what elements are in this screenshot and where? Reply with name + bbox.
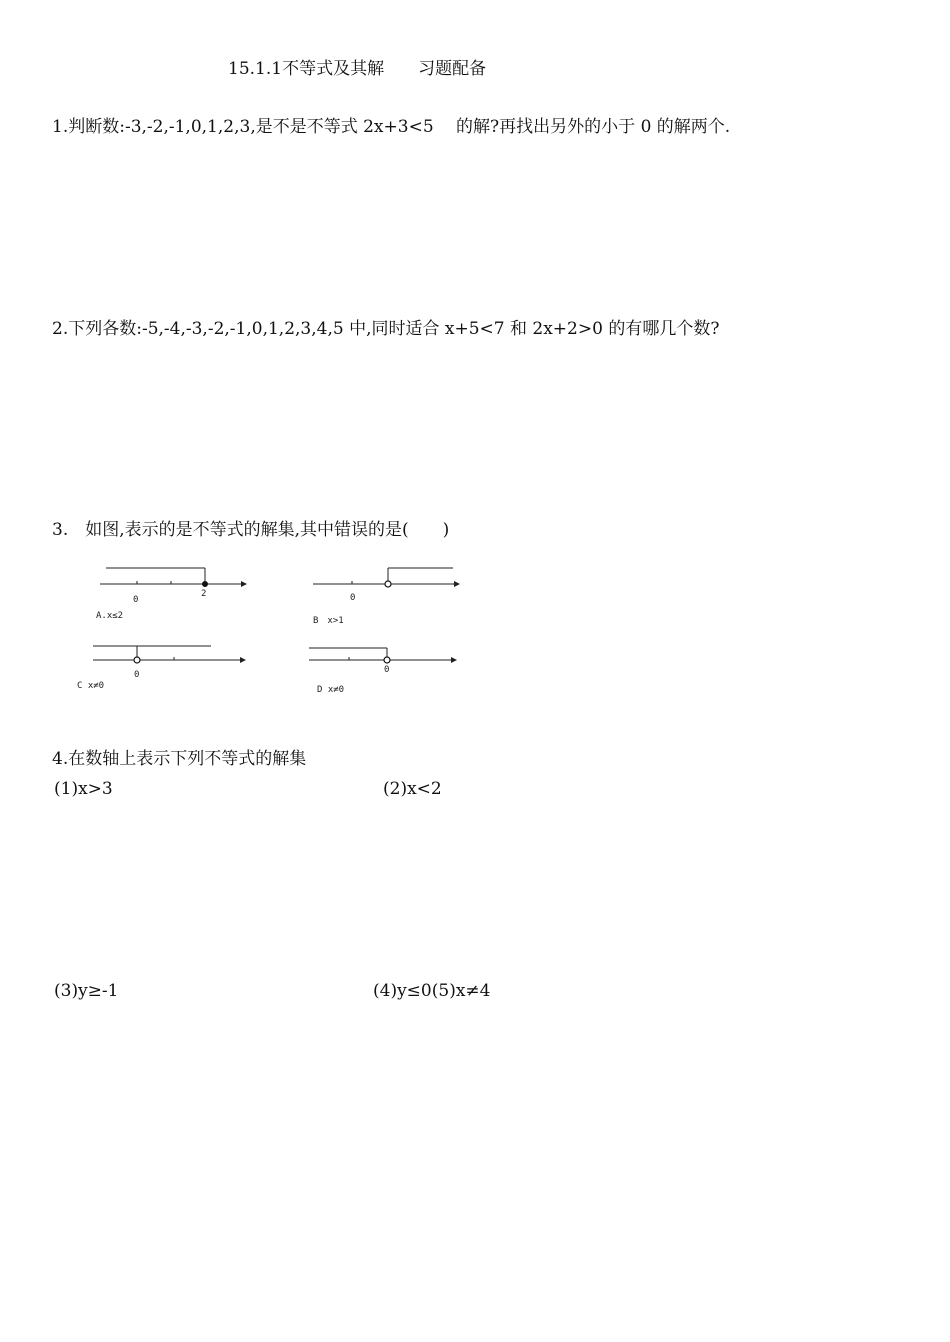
- question-4-stem: 4.在数轴上表示下列不等式的解集: [52, 749, 307, 769]
- closed-dot-a: [202, 581, 208, 587]
- tick-label-b-0: 0: [350, 593, 356, 603]
- arrow-c: [240, 657, 246, 663]
- page-title: 15.1.1不等式及其解 习题配备: [228, 59, 487, 79]
- number-line-a: [95, 564, 255, 594]
- arrow-a: [241, 581, 247, 587]
- arrow-d: [451, 657, 457, 663]
- tick-label-a-0: 0: [133, 595, 139, 605]
- question-1: 1.判断数:-3,-2,-1,0,1,2,3,是不是不等式 2x+3<5 的解?再找出另外的小于 0 的解两个.: [52, 117, 731, 137]
- caption-b: B x>1: [313, 616, 344, 626]
- tick-label-d-0: 0: [384, 665, 390, 675]
- question-4-part-3: (3)y≥-1: [54, 981, 119, 1001]
- question-4-part-4-5: (4)y≤0(5)x≠4: [373, 981, 491, 1001]
- caption-d: D x≠0: [317, 685, 345, 695]
- open-dot-d: [384, 657, 390, 663]
- open-dot-c: [134, 657, 140, 663]
- number-line-b: [308, 564, 468, 594]
- question-3: 3. 如图,表示的是不等式的解集,其中错误的是( ): [52, 520, 450, 540]
- number-line-c: [88, 643, 258, 673]
- arrow-b: [454, 581, 460, 587]
- caption-c: C x≠0: [77, 681, 105, 691]
- tick-label-c-0: 0: [134, 670, 140, 680]
- question-4-part-1: (1)x>3: [54, 779, 113, 799]
- question-2: 2.下列各数:-5,-4,-3,-2,-1,0,1,2,3,4,5 中,同时适合 x+5<7 和 2x+2>0 的有哪几个数?: [52, 319, 720, 339]
- question-4-part-2: (2)x<2: [383, 779, 442, 799]
- caption-a: A.x≤2: [96, 611, 124, 621]
- tick-label-a-2: 2: [201, 589, 207, 599]
- open-dot-b: [385, 581, 391, 587]
